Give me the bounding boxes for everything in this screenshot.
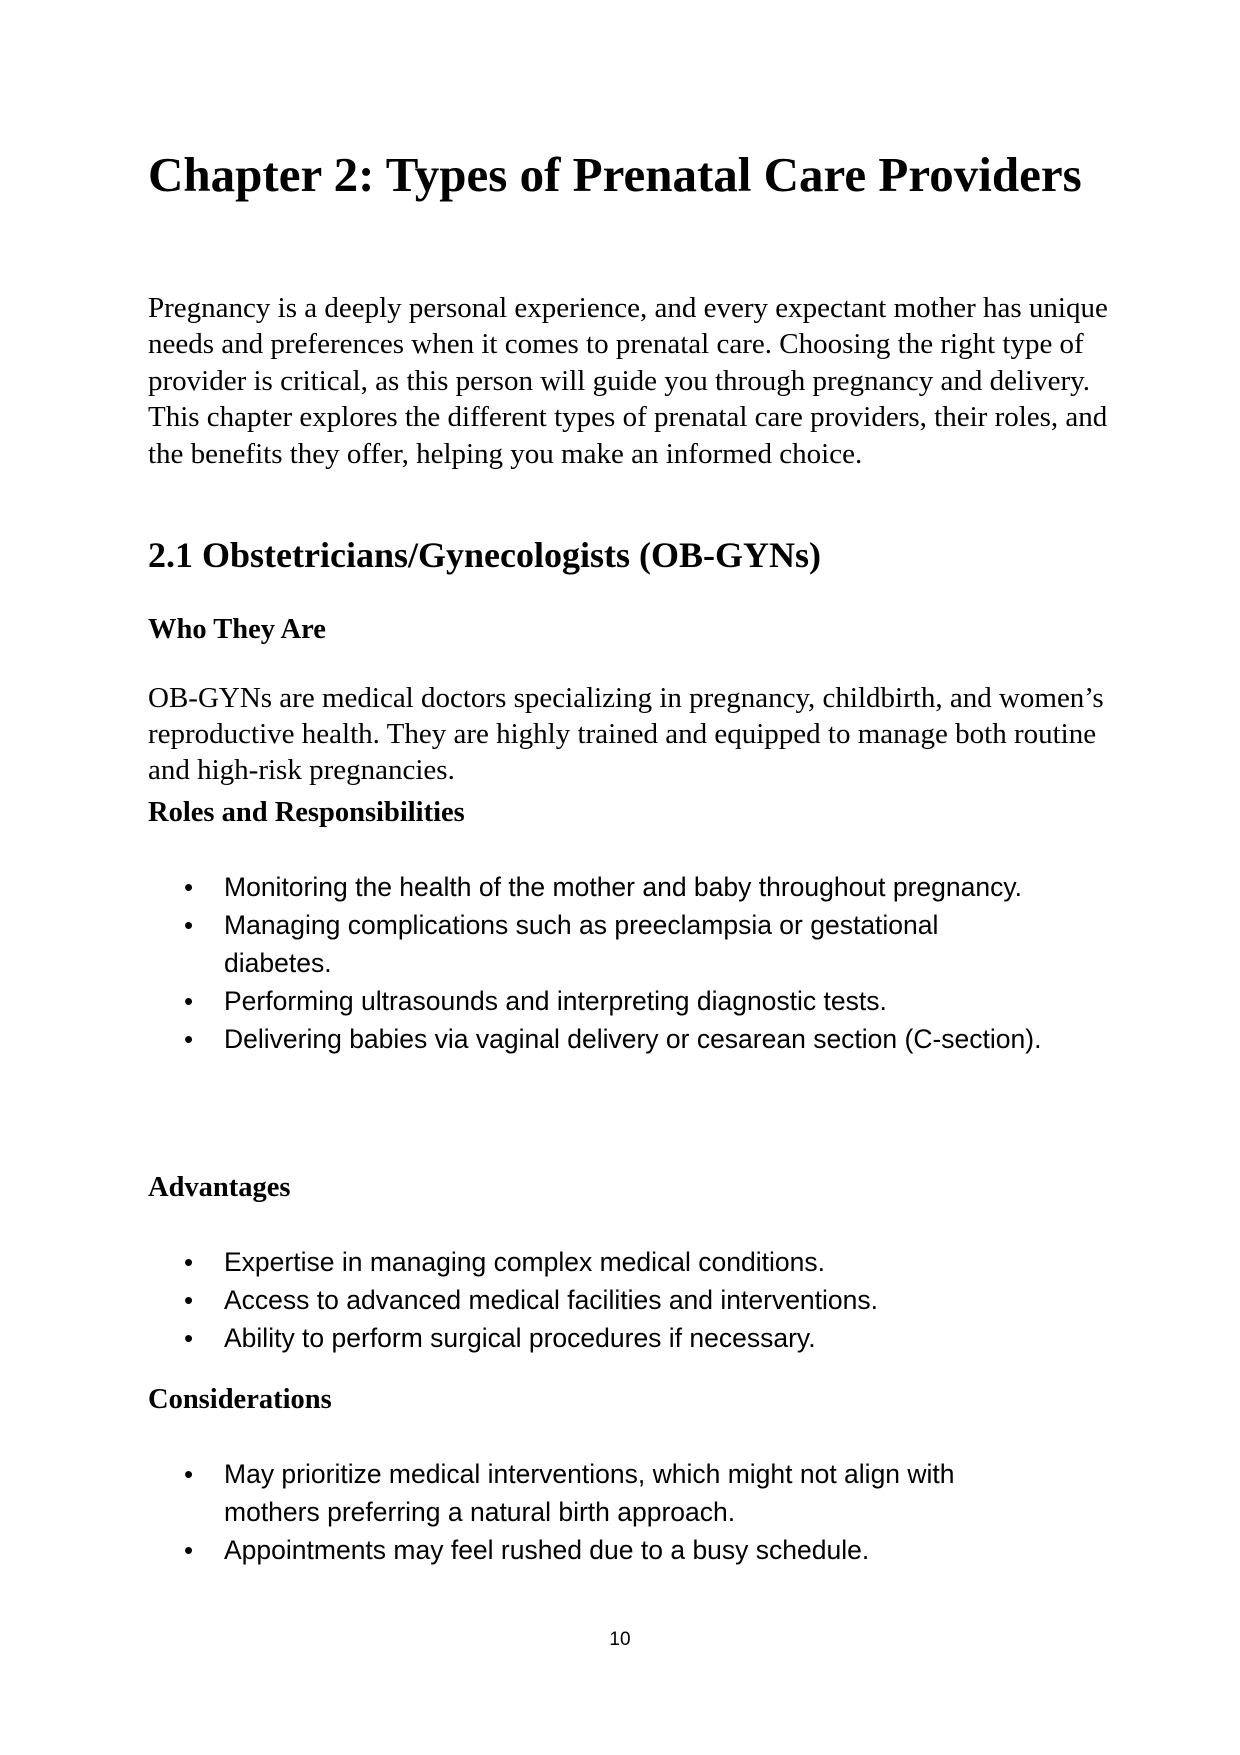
list-item (148, 982, 1048, 1020)
list-item-text: May prioritize medical interventions, which might not align with mothers preferring a natural birth approach. (224, 1459, 955, 1527)
chapter-title: Chapter 2: Types of Prenatal Care Providers (148, 147, 1082, 202)
list-item (148, 1531, 1048, 1569)
advantages-list (148, 1243, 1048, 1357)
bullet-icon: • (184, 1535, 194, 1565)
list-item (148, 1319, 1048, 1357)
bullet-icon: • (184, 1285, 194, 1315)
list-item-text: Expertise in managing complex medical conditions. (224, 1247, 825, 1277)
list-item-text: Performing ultrasounds and interpreting diagnostic tests. (224, 986, 887, 1016)
bullet-icon: • (184, 986, 194, 1016)
who-they-are-heading: Who They Are (148, 614, 326, 645)
bullet-icon: • (184, 1323, 194, 1353)
list-item (148, 1243, 1048, 1281)
page-number: 10 (609, 1629, 631, 1650)
section-title: 2.1 Obstetricians/Gynecologists (OB-GYNs) (148, 535, 821, 575)
advantages-heading: Advantages (148, 1172, 291, 1203)
considerations-heading: Considerations (148, 1384, 332, 1415)
bullet-icon: • (184, 1459, 194, 1489)
bullet-icon: • (184, 1024, 194, 1054)
list-item-text: Access to advanced medical facilities and interventions. (224, 1285, 879, 1315)
considerations-list (148, 1455, 1048, 1569)
roles-list (148, 868, 1048, 1058)
bullet-icon: • (184, 872, 194, 902)
roles-heading: Roles and Responsibilities (148, 797, 465, 828)
list-item (148, 1020, 1048, 1058)
intro-paragraph: Pregnancy is a deeply personal experience, and every expectant mother has unique needs and preferences when it comes to prenatal care. Choosing the right type of provider is critical, as this person will guide you through pregnancy and delivery. This chapter explores the different types of prenatal care providers, their roles, and the benefits they offer, helping you make an informed choice. (148, 292, 1108, 470)
list-item (148, 1281, 1048, 1319)
bullet-icon: • (184, 1247, 194, 1277)
bullet-icon: • (184, 910, 194, 940)
list-item (148, 868, 1048, 906)
who-they-are-paragraph: OB-GYNs are medical doctors specializing in pregnancy, childbirth, and women’s reproductive health. They are highly trained and equipped to manage both routine and high-risk pregnancies. (148, 682, 1104, 786)
list-item-text: Ability to perform surgical procedures if necessary. (224, 1323, 816, 1353)
list-item-text: Delivering babies via vaginal delivery or cesarean section (C-section). (224, 1024, 1042, 1054)
list-item (148, 1455, 1048, 1531)
list-item-text: Monitoring the health of the mother and baby throughout pregnancy. (224, 872, 1022, 902)
list-item (148, 906, 1048, 982)
list-item-text: Managing complications such as preeclampsia or gestational diabetes. (224, 910, 939, 978)
list-item-text: Appointments may feel rushed due to a busy schedule. (224, 1535, 870, 1565)
